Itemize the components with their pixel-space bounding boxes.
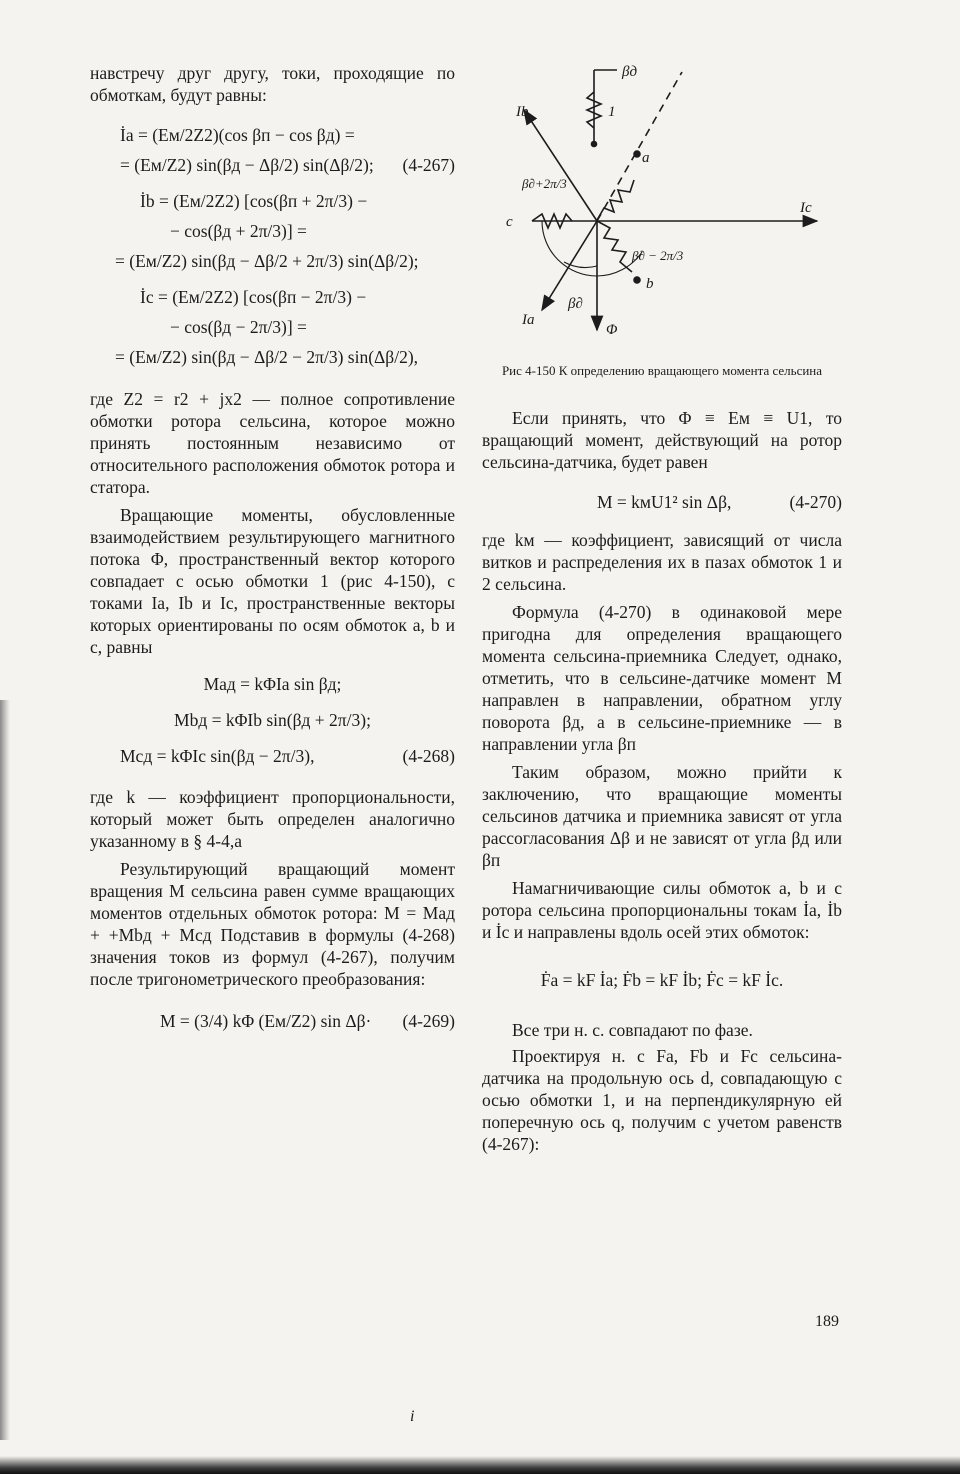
label-c: c [506, 214, 513, 230]
equation-number: (4-268) [402, 746, 455, 766]
equation-line: İc = (Eм/2Z2) [cos(βп − 2π/3) − [140, 287, 367, 307]
right-paragraph-6: Все три н. с. совпадают по фазе. [512, 1020, 753, 1040]
equation-line: Maд = kΦIa sin βд; [203, 674, 342, 694]
right-paragraph-4: Таким образом, можно прийти к заключению, что вращающие моменты сельсинов датчика и приемника зависят от угла рассогласования Δβ и не зависят от угла βд или βп [482, 762, 842, 870]
right-paragraph-3: Формула (4-270) в одинаковой мере пригодна для определения вращающего момента сельсина-приемника Следует, однако, отметить, что в сельсине-датчике момент M направлен в направлении, обратном углу поворота βд, а в сельсине-приемнике — в направлении угла βп [482, 602, 842, 754]
page-number: 189 [815, 1313, 839, 1330]
equation-line: İa = (Eм/2Z2)(cos βп − cos βд) = [120, 125, 355, 145]
equation-line: = (Eм/Z2) sin(βд − Δβ/2 − 2π/3) sin(Δβ/2), [115, 347, 419, 367]
label-ic: Ic [800, 200, 812, 216]
scan-edge-shadow [0, 700, 10, 1440]
equation-number: (4-267) [402, 155, 455, 175]
equation-mmf: Ḟa = kF İa; Ḟb = kF İb; Ḟc = kF İc. [540, 970, 784, 990]
left-paragraph-1: навстречу друг другу, токи, проходящие по обмоткам, будут равны: [90, 63, 455, 105]
right-paragraph-2: где kм — коэффициент, зависящий от числа витков и распределения их в пазах обмоток 1 и 2 сельсина. [482, 530, 842, 594]
label-angle-c: β∂+2π/3 [522, 176, 567, 191]
label-a: a [642, 150, 650, 166]
left-column [90, 62, 455, 1036]
beta-d-axis [597, 72, 682, 221]
figure-4-150-diagram [482, 62, 842, 352]
label-coil-1: 1 [608, 104, 616, 120]
equation-line: − cos(βд − 2π/3)] = [170, 317, 307, 337]
right-paragraph-1: Если принять, что Φ ≡ Eм ≡ U1, то вращающий момент, действующий на ротор сельсина-датчика, будет равен [482, 408, 842, 472]
equation-line: Mcд = kΦIc sin(βд − 2π/3), (4-268) [90, 738, 455, 774]
equation-4-267-c [90, 282, 455, 372]
equation-number: (4-269) [402, 1011, 455, 1031]
equation-line: = (Eм/Z2) sin(βд − Δβ/2 + 2π/3) sin(Δβ/2); [115, 251, 419, 271]
left-paragraph-5: Результирующий вращающий момент вращения M сельсина равен сумме вращающих моментов отдельных обмоток ротора: M = Maд + +Mbд + Mcд Подставив в формулы (4-268) значения токов из формул (4-267), получим после тригонометрического преобразования: [90, 859, 455, 989]
equation-line: Mbд = kΦIb sin(βд + 2π/3); [174, 710, 371, 730]
label-beta-d-bottom: β∂ [568, 296, 583, 312]
right-column [482, 62, 842, 1155]
equation-4-267-b [90, 186, 455, 276]
ib-vector [524, 110, 597, 221]
equation-4-270: M = kмU1² sin Δβ, (4-270) [482, 487, 842, 517]
label-ia: Ia [522, 312, 535, 328]
equation-4-268 [90, 666, 455, 774]
equation-4-269: M = (3/4) kΦ (Eм/Z2) sin Δβ· (4-269) [90, 1006, 455, 1036]
right-paragraph-5: Намагничивающие силы обмоток a, b и c ротора сельсина пропорциональны токам İa, İb и İc и направлены вдоль осей этих обмоток: [482, 878, 842, 942]
equation-line: = (Eм/Z2) sin(βд − Δβ/2) sin(Δβ/2); (4-267) [120, 150, 455, 180]
label-b: b [646, 276, 654, 292]
left-paragraph-4: где k — коэффициент пропорциональности, который может быть определен аналогично указанному в § 4-4,a [90, 787, 455, 851]
left-paragraph-3: Вращающие моменты, обусловленные взаимодействием результирующего магнитного потока Φ, пространственный вектор которого совпадает с осью обмотки 1 (рис 4-150), с токами Ia, Ib и Ic, пространственные векторы которых ориентированы по осям обмоток a, b и c, равны [90, 505, 455, 657]
equation-line: İb = (Eм/2Z2) [cos(βп + 2π/3) − [140, 191, 368, 211]
label-angle-b: β∂ − 2π/3 [632, 248, 684, 263]
figure-caption: Рис 4-150 К определению вращающего момента сельсина [501, 363, 823, 378]
label-beta-d-top: βд [622, 64, 638, 80]
right-paragraph-7: Проектируя н. с Fa, Fb и Fc сельсина-датчика на продольную ось d, совпадающую с осью обмотки 1, и на перпендикулярную ей поперечную ось q, получим с учетом равенств (4-267): [482, 1046, 842, 1154]
coil-a-winding [597, 180, 634, 220]
label-ib: Ib [516, 104, 529, 120]
label-phi: Φ [606, 322, 618, 338]
equation-4-267-a [90, 120, 455, 180]
scan-bottom-edge [0, 1456, 960, 1474]
left-paragraph-2: где Z2 = r2 + jx2 — полное сопротивление обмотки ротора сельсина, которое можно принять постоянным независимо от относительного расположения обмоток ротора и статора. [90, 389, 455, 497]
bottom-mark: i [410, 1408, 415, 1425]
equation-line: − cos(βд + 2π/3)] = [170, 221, 307, 241]
equation-number: (4-270) [789, 492, 842, 512]
coil-b-winding [597, 221, 632, 272]
